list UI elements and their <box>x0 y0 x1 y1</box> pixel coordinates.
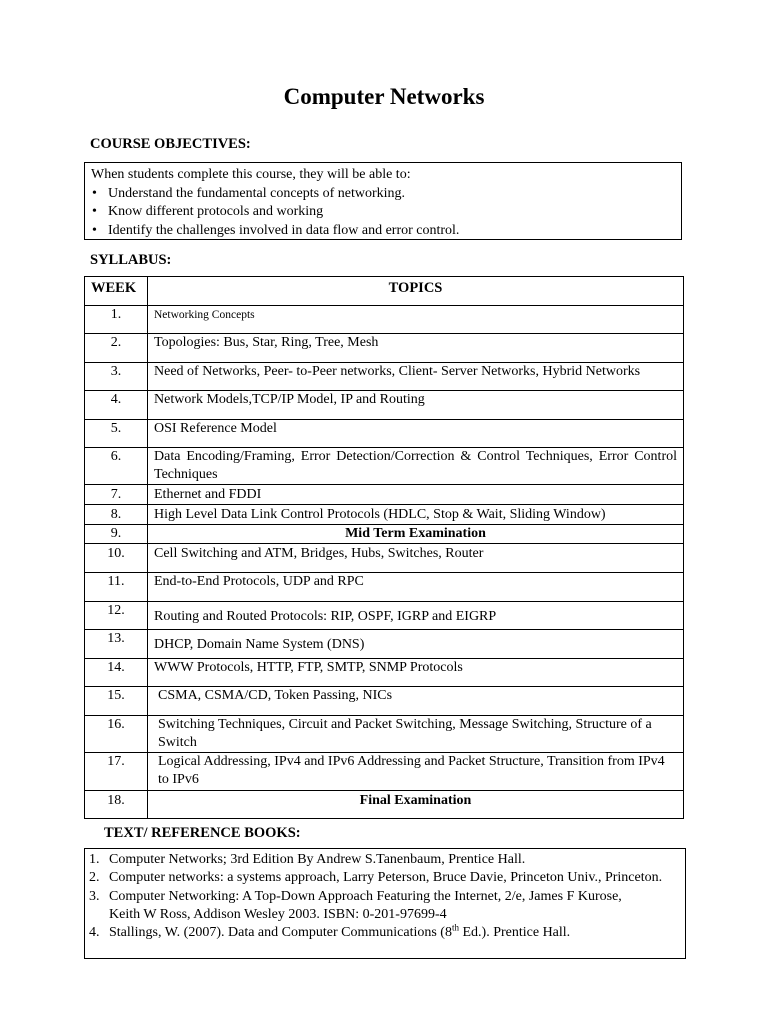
week-topic: Final Examination <box>148 791 684 819</box>
week-topic: Network Models,TCP/IP Model, IP and Routing <box>148 391 684 420</box>
week-number: 3. <box>85 363 148 391</box>
objective-item <box>91 203 675 222</box>
topics-column-header: TOPICS <box>148 277 684 306</box>
table-row <box>85 573 684 602</box>
week-topic: Cell Switching and ATM, Bridges, Hubs, Switches, Router <box>148 544 684 573</box>
table-row <box>85 334 684 363</box>
table-header-row <box>85 277 684 306</box>
week-number: 9. <box>85 525 148 544</box>
reference-text <box>109 924 570 942</box>
table-row <box>85 659 684 687</box>
list-number: 1. <box>89 852 100 867</box>
week-number: 2. <box>85 334 148 363</box>
week-number: 13. <box>85 630 148 659</box>
course-objectives-box <box>84 162 682 240</box>
week-topic: DHCP, Domain Name System (DNS) <box>148 630 684 659</box>
objective-text: Understand the fundamental concepts of networking. <box>108 185 406 201</box>
week-number: 8. <box>85 505 148 525</box>
list-number: 4. <box>89 925 100 941</box>
week-number: 7. <box>85 485 148 505</box>
syllabus-table <box>84 276 684 819</box>
week-number: 17. <box>85 753 148 791</box>
week-topic: OSI Reference Model <box>148 420 684 448</box>
table-row <box>85 716 684 753</box>
list-item <box>89 869 681 887</box>
list-item <box>89 888 681 925</box>
week-topic: Need of Networks, Peer- to-Peer networks, Client- Server Networks, Hybrid Networks <box>148 363 684 391</box>
week-topic: Ethernet and FDDI <box>148 485 684 505</box>
table-row <box>85 306 684 334</box>
bullet-icon: • <box>92 204 97 219</box>
objective-text: Know different protocols and working <box>108 204 324 219</box>
week-topic: High Level Data Link Control Protocols (HDLC, Stop & Wait, Sliding Window) <box>148 505 684 525</box>
table-row <box>85 505 684 525</box>
week-topic: CSMA, CSMA/CD, Token Passing, NICs <box>148 687 684 716</box>
reference-text-part: Ed.). Prentice Hall. <box>458 925 571 941</box>
reference-text: Computer networks: a systems approach, Larry Peterson, Bruce Davie, Princeton Univ., Princeton. <box>109 870 663 886</box>
week-number: 15. <box>85 687 148 716</box>
bullet-icon: • <box>92 222 97 238</box>
week-topic: Topologies: Bus, Star, Ring, Tree, Mesh <box>148 334 684 363</box>
week-number: 11. <box>85 573 148 602</box>
week-column-header: WEEK <box>85 277 148 306</box>
objective-item <box>91 222 675 241</box>
reference-books-box <box>84 848 686 959</box>
reference-text-part: Stallings, W. (2007). Data and Computer Communications (8 <box>109 925 452 941</box>
table-row <box>85 544 684 573</box>
week-number: 10. <box>85 544 148 573</box>
reference-text: Computer Networks; 3rd Edition By Andrew S.Tanenbaum, Prentice Hall. <box>109 852 526 867</box>
week-number: 1. <box>85 306 148 334</box>
table-row <box>85 363 684 391</box>
week-topic: WWW Protocols, HTTP, FTP, SMTP, SNMP Protocols <box>148 659 684 687</box>
week-number: 6. <box>85 448 148 485</box>
table-row <box>85 448 684 485</box>
week-number: 12. <box>85 602 148 630</box>
week-topic: Data Encoding/Framing, Error Detection/Correction & Control Techniques, Error Control Techniques <box>148 448 684 485</box>
table-row <box>85 391 684 420</box>
table-row <box>85 602 684 630</box>
table-row <box>85 687 684 716</box>
bullet-icon: • <box>92 185 97 201</box>
week-topic: Logical Addressing, IPv4 and IPv6 Addressing and Packet Structure, Transition from IPv4 to IPv6 <box>148 753 684 791</box>
course-objectives-heading: COURSE OBJECTIVES: <box>90 136 251 152</box>
syllabus-heading: SYLLABUS: <box>90 252 172 268</box>
list-number: 3. <box>89 888 100 904</box>
objective-text: Identify the challenges involved in data flow and error control. <box>108 222 460 238</box>
week-topic: Mid Term Examination <box>148 525 684 544</box>
week-topic: Networking Concepts <box>148 306 684 334</box>
week-topic: Routing and Routed Protocols: RIP, OSPF, IGRP and EIGRP <box>148 602 684 630</box>
week-number: 14. <box>85 659 148 687</box>
table-row <box>85 630 684 659</box>
table-row <box>85 420 684 448</box>
list-item <box>89 924 681 942</box>
table-row <box>85 753 684 791</box>
edition-superscript: th <box>451 922 459 933</box>
week-topic: End-to-End Protocols, UDP and RPC <box>148 573 684 602</box>
week-number: 4. <box>85 391 148 420</box>
objectives-intro: When students complete this course, they will be able to: <box>91 167 411 182</box>
objective-item <box>91 185 675 204</box>
table-row <box>85 485 684 505</box>
week-number: 16. <box>85 716 148 753</box>
reference-books-heading: TEXT/ REFERENCE BOOKS: <box>104 825 301 841</box>
page-title: Computer Networks <box>283 84 485 109</box>
week-number: 5. <box>85 420 148 448</box>
list-number: 2. <box>89 870 100 886</box>
reference-text: Computer Networking: A Top-Down Approach Featuring the Internet, 2/e, James F Kurose, Keith W Ross, Addison Wesley 2003. ISBN: 0-201-97699-4 <box>109 888 622 922</box>
table-row <box>85 525 684 544</box>
week-number: 18. <box>85 791 148 819</box>
week-topic: Switching Techniques, Circuit and Packet Switching, Message Switching, Structure of a Switch <box>148 716 684 753</box>
list-item <box>89 851 681 869</box>
table-row <box>85 791 684 819</box>
